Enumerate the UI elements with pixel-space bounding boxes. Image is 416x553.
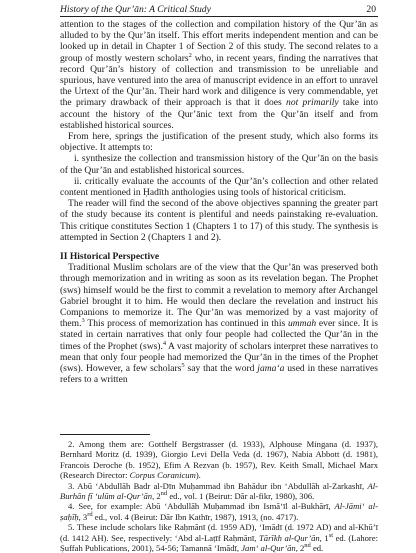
paragraph-intro (60, 19, 378, 131)
text-run: , 1 (319, 532, 329, 543)
text-run: 4. See, for example: Abū ‘Abdullāh Muḥammad ibn Ismā‘īl al-Bukhārī, (68, 501, 335, 512)
text-run: , 2 (152, 491, 161, 502)
emphasis: Tārīkh al-Qur’ān (259, 532, 320, 543)
page-number: 20 (366, 4, 376, 15)
emphasis: Corpus Coranicum (129, 470, 196, 481)
text-run: ). (195, 470, 201, 481)
footnote-ref-4[interactable]: 4 (162, 339, 167, 347)
emphasis: ummah (288, 318, 317, 330)
footnote-4 (60, 501, 378, 522)
emphasis: Jam‘ al-Qur’ān (241, 543, 296, 553)
footnotes (60, 439, 378, 553)
running-header (60, 3, 378, 17)
text-run: 2. Among them are: Gotthelf Bergstrasser (d. 1933), Alphouse Mingana (d. 1937), Bernhard Moritz (d. 1939), Giorgio Levi Della Veda (d. 1967), Nabia Abbott (d. 1981), Francois Deroche (b. 1952), Efim A Rezvan (b. 1957), Rev. Keith Small, Michael Marx (Research Director: (60, 439, 378, 481)
text-run: attention to the stages of the collection and compilation history of the Qur’ān as alluded to by the Qur’ān itself. This effort merits independent mention and can be looked up in detail in Chapter 1 of Section 2 of this study. The second relates to a group of mostly western scholars (60, 19, 378, 64)
text-run: , 3 (78, 511, 88, 522)
ordinal-suffix: rd (87, 510, 93, 518)
paragraph-historical (60, 262, 378, 385)
footnote-3 (60, 481, 378, 502)
text-run: A vast majority of scholars interpret these narratives to mean that only four people had memorized the Qur’ān in the times of the Prophet (sws). However, a few scholars (60, 340, 378, 375)
footnote-ref-3[interactable]: 3 (81, 317, 85, 325)
text-run: Traditional Muslim scholars are of the view that the Qur’ān was preserved both through memorization and in writing as soon as its revelation began. The Prophet (sws) himself would be the first to commit a revelation to memory after Archangel Gabriel brought it to him. He would then declare the revelation and instruct his Companions to memorize it. The Qur’ān was memorized by a vast majority of them. (60, 262, 378, 330)
footnote-ref-5[interactable]: 5 (181, 361, 185, 369)
emphasis: Al-Jāmi‘ al-ṣaḥīḥ (60, 501, 378, 522)
text-run: say that the word (184, 363, 258, 375)
text-run: ed., vol. 4 (Beirut: Dār Ibn Kathīr, 1987), 1913, (no. 4717). (92, 511, 299, 522)
paragraph-justification: From here, springs the justification of the present study, which also forms its objective. It attempts to: (60, 131, 378, 154)
text-run: ed., vol. 1 (Beirut: Dār al-fikr, 1980), 306. (167, 491, 315, 502)
ordinal-suffix: nd (304, 542, 311, 550)
objective-item-2: ii. critically evaluate the accounts of the Qur’ān’s collection and other related content mentioned in Ḥadīth anthologies using tools of historical criticism. (60, 175, 378, 199)
emphasis: jama‘a (257, 363, 285, 375)
ordinal-suffix: st (328, 531, 334, 539)
text-run: who, in recent years, finding the narratives that record Qur’ān’s history of collection and transmission to be unreliable and spurious, have ventured into the area of manuscript evidence in an effort to unravel the Urtext of the Qur’ān. Their hard work and diligence is very commendable, yet the primary drawback of their approach is that it does (60, 52, 378, 109)
text-run: 3. Abū ‘Abdullāh Badr al-Dīn Muḥammad ibn Bahādur ibn ‘Abdullāh al-Zarkashī, (68, 480, 368, 491)
footnote-2 (60, 439, 378, 481)
text-run: take into account the history of the Qur’ānic text from the Qur’ān itself and from established historical sources. (60, 97, 379, 131)
text-run: 5. These include scholars like Raḥmānī (d. 1959 AD), ‘Imādī (d. 1972 AD) and al-Khū’ī (d. 1412 AH). See, respectively: ‘Abd al-Laṭīf Raḥmānī, (60, 522, 378, 543)
header-title: History of the Qur’ān: A Critical Study (60, 4, 211, 15)
objective-item-1: i. synthesize the collection and transmission history of the Qur’ān on the basis of the Qur’ān and established historical sources. (60, 153, 378, 176)
text-run: ed. (Lahore: Ṣuffah Publications, 2001), 54-56; Tamannā ‘Imādī, (60, 532, 378, 553)
ordinal-suffix: nd (160, 490, 168, 498)
emphasis: Al-Burhān fī ‘ulūm al-Qur’ān (60, 480, 378, 502)
footnote-ref-2[interactable]: 2 (188, 51, 192, 59)
paragraph-structure: The reader will find the second of the above objectives spanning the greater part of the study because its content is plentiful and needs painstaking re-evaluation. This critique constitutes Section 1 (Chapters 1 to 17) of this study. The synthesis is attempted in Section 2 (Chapters 1 and 2). (60, 198, 378, 243)
footnote-divider (60, 434, 150, 435)
footnote-5 (60, 522, 378, 553)
text-run: used in these narratives refers to a written (60, 363, 378, 386)
text-run: ed. (310, 543, 324, 553)
text-run: , 2 (295, 543, 305, 553)
emphasis: not primarily (286, 97, 339, 109)
text-run: This process of memorization has continued in this (84, 318, 289, 330)
text-run: ever since. It is stated in certain narratives that only four people had collected the Qur’ān in the times of the Prophet (sws). (60, 318, 378, 352)
main-text (60, 19, 378, 386)
section-heading: II Historical Perspective (60, 251, 160, 263)
